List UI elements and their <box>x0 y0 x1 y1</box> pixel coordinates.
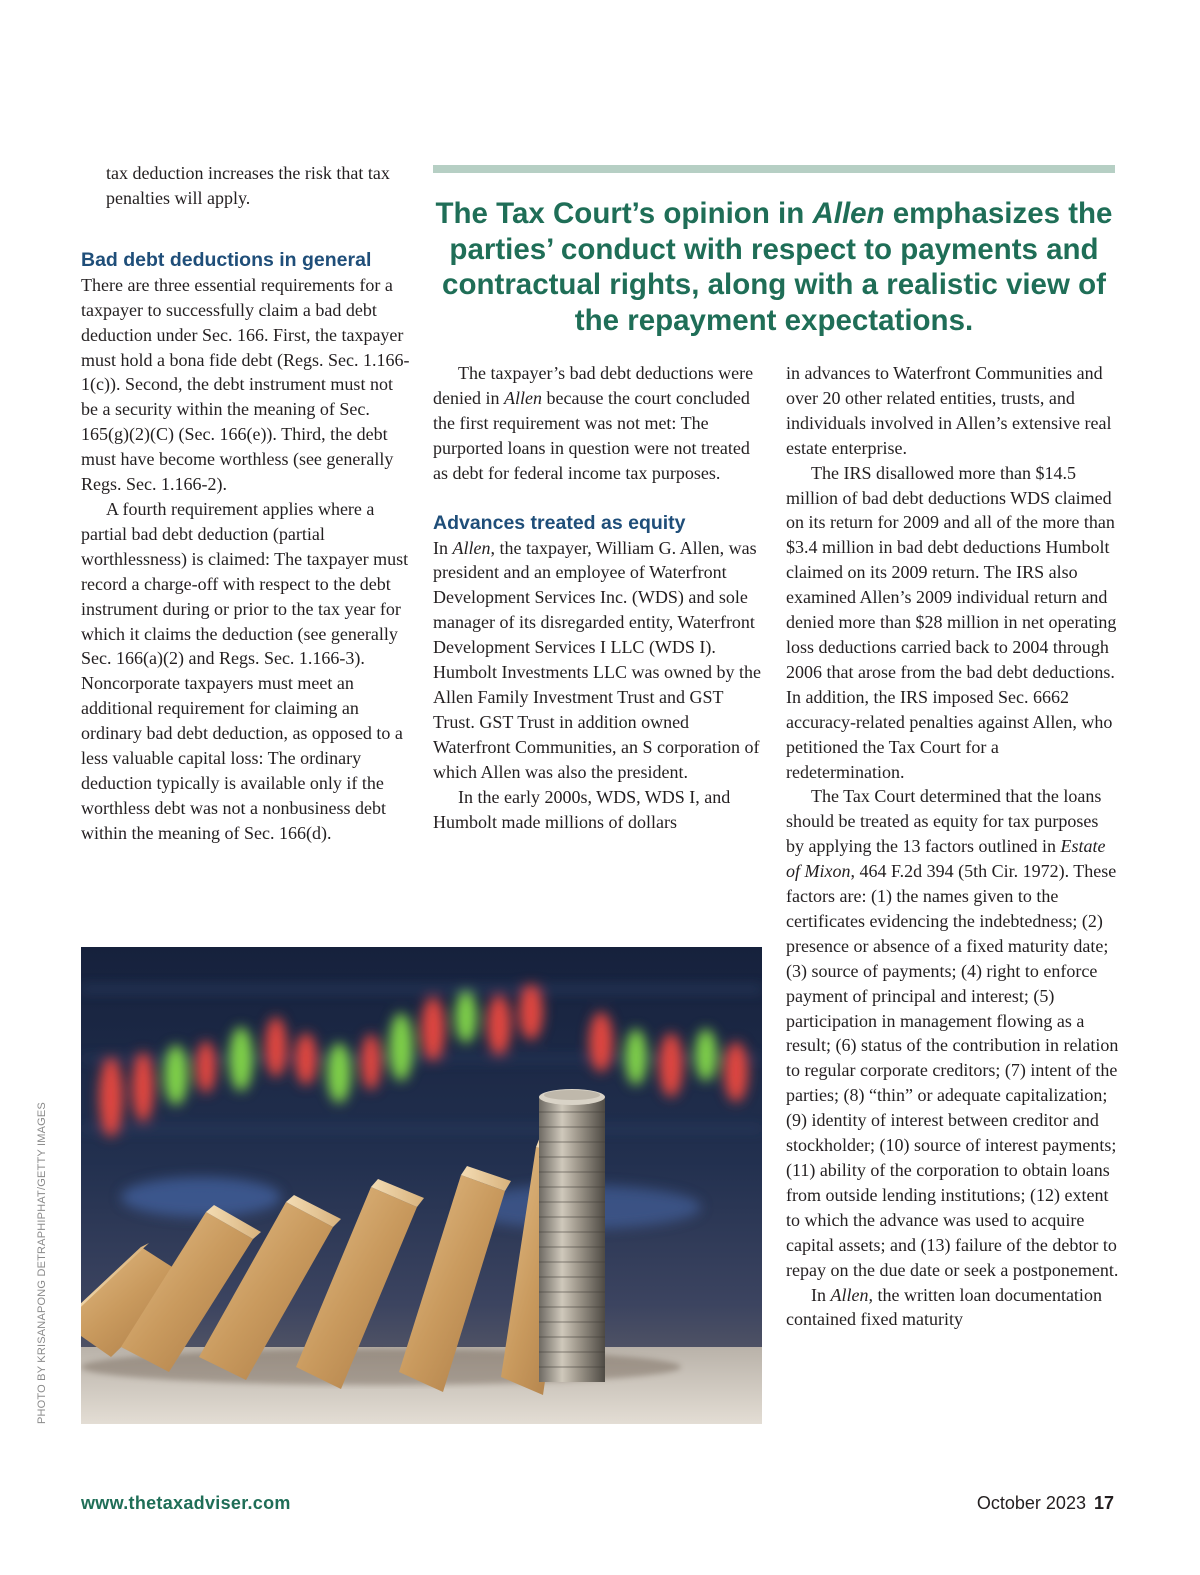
article-column-1 <box>81 161 411 846</box>
paragraph: In the early 2000s, WDS, WDS I, and Humbolt made millions of dollars <box>433 786 731 832</box>
article-column-3 <box>786 361 1120 1332</box>
paragraph: In Allen, the taxpayer, William G. Allen, was president and an employee of Waterfront Development Services Inc. (WDS) and sole manager of its disregarded entity, Waterfront Development Services I LLC (WDS I). Humbolt Investments LLC was owned by the Allen Family Investment Trust and GST Trust. GST Trust in addition owned Waterfront Communities, an S corporation of which Allen was also the president. <box>433 537 761 782</box>
photo-credit: PHOTO BY KRISANAPONG DETRAPHIPHAT/GETTY IMAGES <box>36 1102 48 1424</box>
paragraph: There are three essential requirements for a taxpayer to successfully claim a bad debt deduction under Sec. 166. First, the taxpayer must hold a bona fide debt (Regs. Sec. 1.166-1(c)). Second, the debt instrument must not be a security within the meaning of Sec. 165(g)(2)(C) (Sec. 166(e)). Third, the debt must have become worthless (see generally Regs. Sec. 1.166-2). <box>81 274 410 495</box>
paragraph-continued: tax deduction increases the risk that tax penalties will apply. <box>106 163 390 208</box>
paragraph: The taxpayer’s bad debt deductions were denied in Allen because the court concluded the first requirement was not met: The purported loans in question were not treated as debt for federal income tax purposes. <box>433 363 754 483</box>
paragraph: A fourth requirement applies where a partial bad debt deduction (partial worthlessness) is claimed: The taxpayer must record a charge-off with respect to the debt instrument during or prior to the tax year for which it claims the deduction (see generally Sec. 166(a)(2) and Regs. Sec. 1.166-3). Noncorporate taxpayers must meet an additional requirement for claiming an ordinary bad debt deduction, as opposed to a less valuable capital loss: The ordinary deduction typically is available only if the worthless debt was not a nonbusiness debt within the meaning of Sec. 166(d). <box>81 498 409 843</box>
section-heading-bad-debt: Bad debt deductions in general <box>81 248 372 271</box>
paragraph-continued: in advances to Waterfront Communities and over 20 other related entities, trusts, and individuals involved in Allen’s extensive real estate enterprise. <box>786 363 1112 458</box>
footer-website-url[interactable]: www.thetaxadviser.com <box>81 1493 291 1513</box>
paragraph: The Tax Court determined that the loans should be treated as equity for tax purposes by applying the 13 factors outlined in Estate of Mixon, 464 F.2d 394 (5th Cir. 1972). These factors are: (1) the names given to the certificates evidencing the indebtedness; (2) presence or absence of a fixed maturity date; (3) source of payments; (4) right to enforce payment of principal and interest; (5) participation in management flowing as a result; (6) status of the contribution in relation to regular corporate creditors; (7) intent of the parties; (8) “thin” or adequate capitalization; (9) identity of interest between creditor and stockholder; (10) source of interest payments; (11) ability of the corporation to obtain loans from outside lending institutions; (12) extent to which the advance was used to acquire capital assets; and (13) failure of the debtor to repay on the due date or seek a postponement. <box>786 786 1119 1280</box>
pullquote: The Tax Court’s opinion in Allen emphasizes the parties’ conduct with respect to payments and contractual rights, along with a realistic view of the repayment expectations. <box>435 197 1113 337</box>
section-heading-advances: Advances treated as equity <box>433 511 686 534</box>
paragraph: The IRS disallowed more than $14.5 million of bad debt deductions WDS claimed on its return for 2009 and all of the more than $3.4 million in bad debt deductions Humbolt claimed on its 2009 return. The IRS also examined Allen’s 2009 individual return and denied more than $28 million in net operating loss deductions carried back to 2004 through 2006 that arose from the bad debt deductions. In addition, the IRS imposed Sec. 6662 accuracy-related penalties against Allen, who petitioned the Tax Court for a redetermination. <box>786 462 1117 782</box>
paragraph: In Allen, the written loan documentation contained fixed maturity <box>786 1284 1102 1330</box>
footer-date: October 2023 <box>976 1493 1086 1513</box>
page-number: 17 <box>1093 1493 1114 1513</box>
article-column-2 <box>433 361 763 834</box>
dominoes-coins-photo <box>81 947 762 1424</box>
pullquote-rule <box>433 165 1115 173</box>
footer-issue-info <box>977 1493 1114 1514</box>
